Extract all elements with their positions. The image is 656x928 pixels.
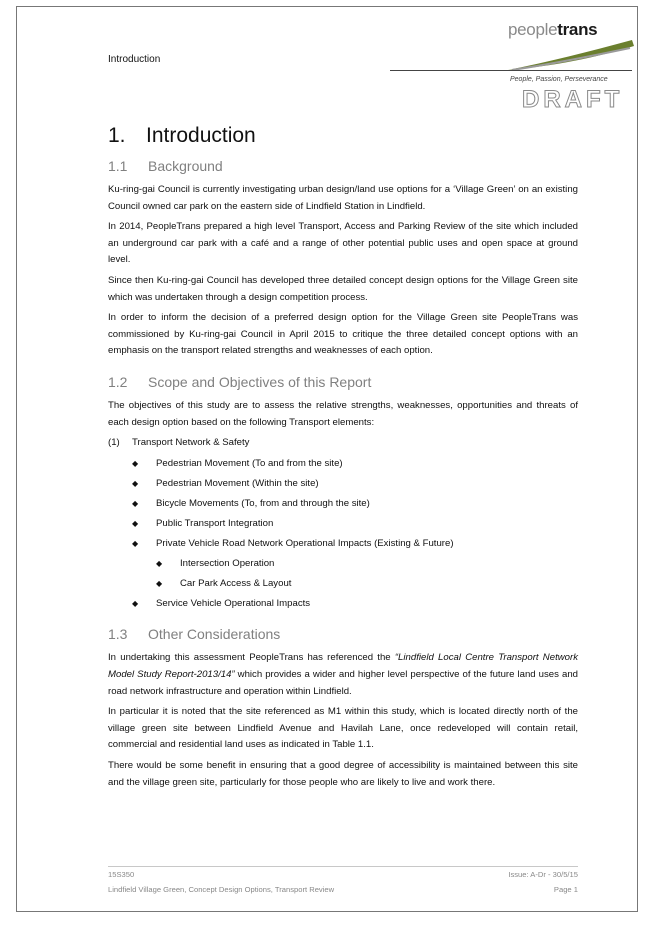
bullet-text: Private Vehicle Road Network Operational Impacts (Existing & Future) (156, 538, 454, 550)
paragraph (108, 650, 578, 700)
bullet-text: Intersection Operation (180, 558, 275, 570)
report-reference: “Lindfield Local Centre Transport Network Model Study Report-2013/14” (108, 652, 578, 681)
bullet-item (108, 596, 578, 613)
paragraph: In order to inform the decision of a preferred design option for the Village Green site PeopleTrans was commissioned by Ku-ring-gai Council in April 2015 to critique the three detailed concept options with an emphasis on the transport related strengths and weaknesses of each option. (108, 312, 578, 357)
bullet-icon: ◆ (156, 559, 163, 569)
running-header-title: Introduction (108, 54, 161, 65)
logo-word-light: people (508, 20, 558, 39)
chapter-number: 1. (108, 124, 126, 147)
bullet-text: Car Park Access & Layout (180, 578, 292, 590)
bullet-icon: ◆ (156, 579, 163, 589)
bullet-icon: ◆ (132, 458, 139, 468)
section-number: 1.1 (108, 158, 128, 174)
section-number: 1.2 (108, 373, 128, 390)
footer-page-number: Page 1 (553, 885, 578, 894)
paragraph: In 2014, PeopleTrans prepared a high level Transport, Access and Parking Review of the site which included an underground car park with a café and a range of other potential public uses and open space at ground level. (108, 221, 578, 266)
section-title: Scope and Objectives of this Report (148, 373, 372, 390)
bullet-text: Pedestrian Movement (To and from the site) (156, 457, 343, 469)
paragraph: In particular it is noted that the site referenced as M1 within this study, which is located directly north of the village green site between Lindfield Avenue and Havilah Lane, once redeveloped will contain retail, commercial and residential land uses as indicated in Table 1.1. (108, 706, 578, 751)
bullet-text: Bicycle Movements (To, from and through the site) (156, 497, 370, 509)
footer-issue: Issue: A-Dr - 30/5/15 (508, 870, 578, 879)
paragraph-text: In undertaking this assessment PeopleTrans has referenced the (108, 652, 395, 664)
bullet-item (108, 536, 578, 553)
section-title: Other Considerations (148, 626, 281, 643)
section-heading-background (108, 158, 578, 174)
peopletrans-logo (508, 20, 638, 70)
main-content (108, 124, 578, 795)
paragraph: Since then Ku-ring-gai Council has developed three detailed concept design options for the Village Green site which was undertaken through a design competition process. (108, 274, 578, 303)
bullet-text: Public Transport Integration (156, 518, 274, 529)
list-item-text: Transport Network & Safety (132, 437, 250, 449)
sub-bullet-item (108, 576, 578, 593)
sub-bullet-item (108, 556, 578, 573)
paragraph-text: which provides a wider and higher level perspective of the future land uses and road network infrastructure and operation within Lindfield. (108, 669, 578, 697)
chapter-title: Introduction (146, 124, 256, 147)
section-heading-scope (108, 374, 578, 390)
logo-wordmark (508, 20, 597, 40)
paragraph: The objectives of this study are to assess the relative strengths, weaknesses, opportunities and threats of each design option based on the following Transport elements: (108, 399, 578, 428)
list-number: (1) (108, 437, 120, 449)
section-title: Background (148, 158, 223, 174)
logo-swoosh (508, 38, 638, 72)
bullet-icon: ◆ (132, 498, 139, 508)
bullet-item (108, 516, 578, 533)
section-heading-other (108, 626, 578, 642)
paragraph: There would be some benefit in ensuring that a good degree of accessibility is maintained between this site and the village green site, particularly for those people who are likely to live and work there. (108, 760, 578, 788)
bullet-text: Service Vehicle Operational Impacts (156, 598, 311, 610)
header-rule (390, 70, 632, 71)
bullet-icon: ◆ (132, 519, 139, 528)
bullet-text: Pedestrian Movement (Within the site) (156, 477, 319, 489)
bullet-icon: ◆ (132, 599, 139, 609)
footer-rule (108, 866, 578, 867)
bullet-item (108, 456, 578, 473)
bullet-item (108, 476, 578, 493)
logo-tagline: People, Passion, Perseverance (510, 76, 608, 83)
footer-project-code: 15S350 (108, 870, 135, 879)
logo-word-bold: trans (557, 20, 598, 39)
numbered-list-item (108, 435, 578, 452)
bullet-item (108, 496, 578, 513)
draft-watermark: DRAFT (522, 86, 624, 113)
section-number: 1.3 (108, 626, 128, 643)
bullet-icon: ◆ (132, 478, 139, 488)
footer-document-title: Lindfield Village Green, Concept Design Options, Transport Review (108, 885, 335, 894)
chapter-heading (108, 124, 578, 148)
paragraph: Ku-ring-gai Council is currently investigating urban design/land use options for a ‘Village Green’ on an existing Council owned car park on the eastern side of Lindfield Station in Lindfield. (108, 184, 578, 212)
bullet-icon: ◆ (132, 539, 139, 549)
